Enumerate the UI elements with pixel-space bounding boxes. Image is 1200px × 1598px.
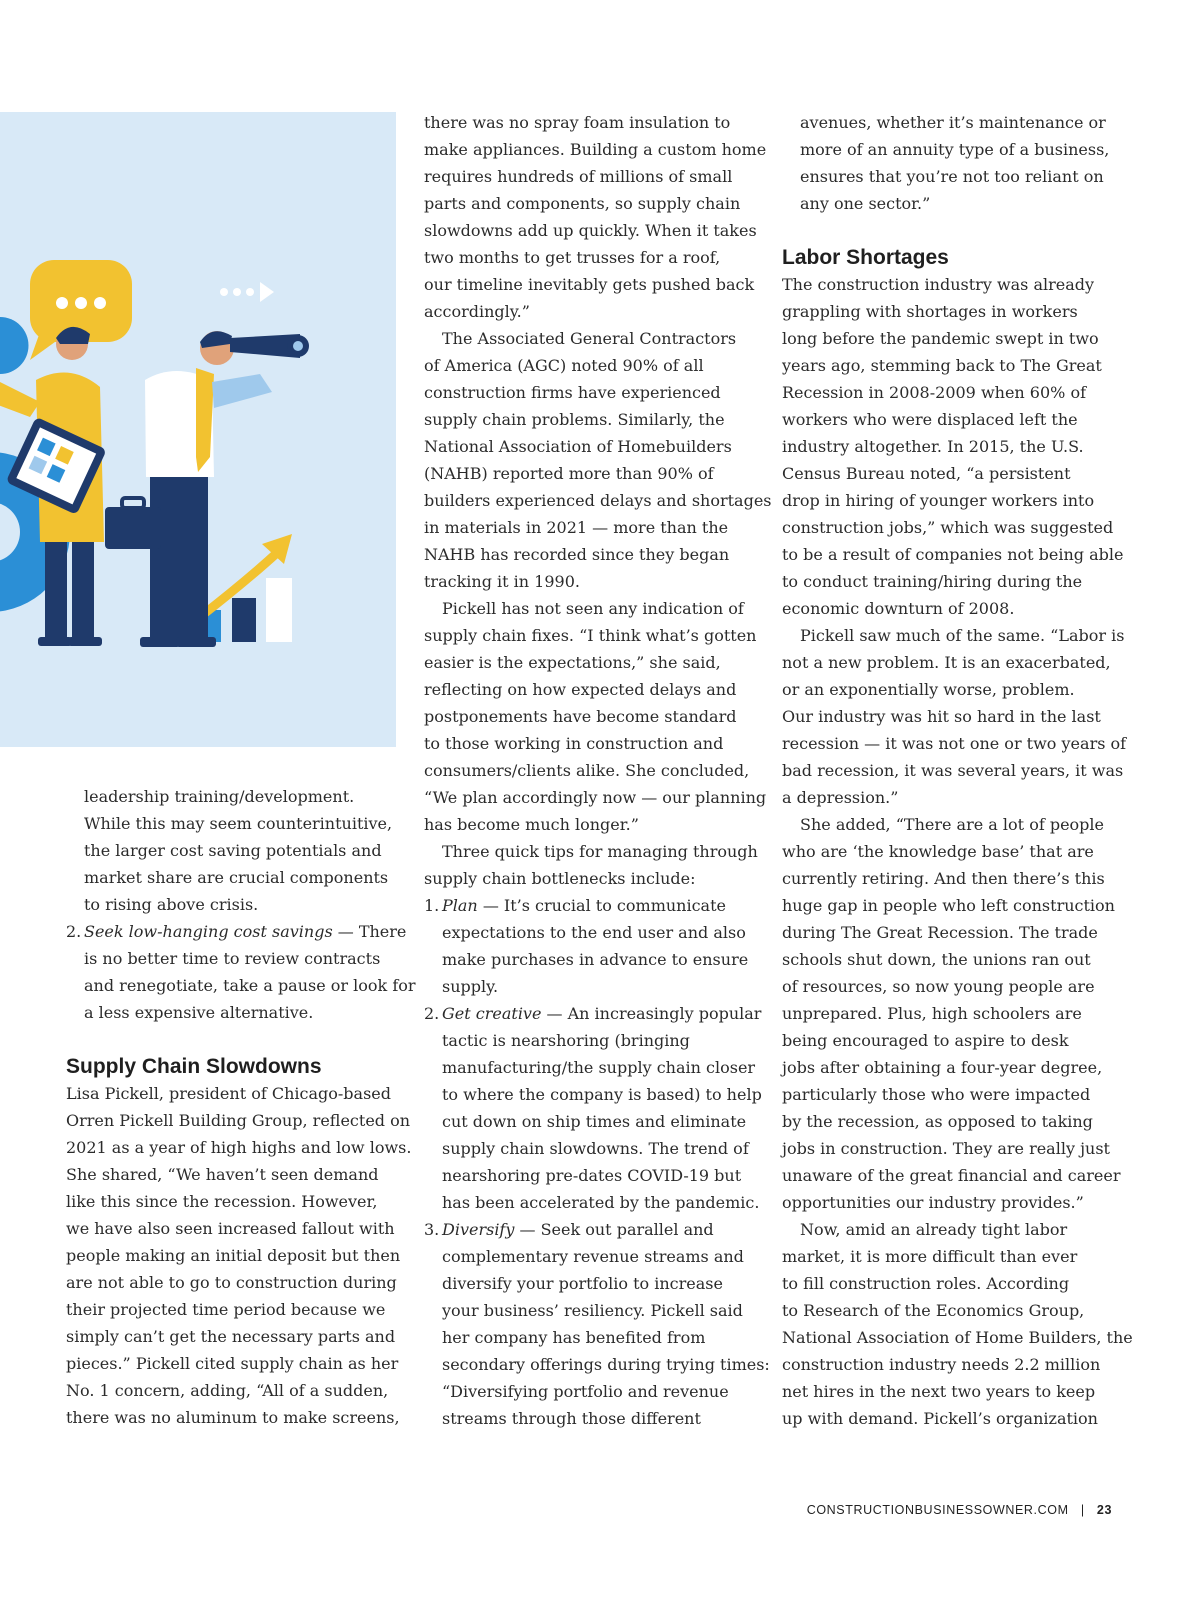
paragraph: there was no spray foam insulation to make appliances. Building a custom home requires hundreds of millions of small parts and components, so supply chain slowdowns add up quickly. When it takes two months to get trusses for a roof, our timeline inevitably gets pushed back accordingly.” [424, 113, 767, 321]
briefcase-icon [105, 507, 161, 549]
paragraph: She added, “There are a lot of people who are ‘the knowledge base’ that are currently retiring. And then there’s this huge gap in people who left construction during The Great Recession. The trade schools shut down, the unions ran out of resources, so now young people are unprepared. Plus, high schoolers are being encouraged to aspire to desk jobs after obtaining a four-year degree, particularly those who were impacted by the recession, as opposed to taking jobs in construction. They are really just unaware of the great financial and career opportunities our industry provides.” [782, 815, 1121, 1212]
paragraph: Lisa Pickell, president of Chicago-based Orren Pickell Building Group, reflected on 2021 as a year of high highs and low lows. She shared, “We haven’t seen demand like this since the recession. However, we have also seen increased fallout with people making an initial deposit but then are not able to go to construction during their projected time period because we simply can’t get the necessary parts and pieces.” Pickell cited supply chain as her No. 1 concern, adding, “All of a sudden, there was no aluminum to make screens, [66, 1084, 412, 1427]
quote-continuation: avenues, whether it’s maintenance or more of an annuity type of a business, ensures that you’re not too reliant on any one sector.” [800, 113, 1110, 213]
paragraph: Now, amid an already tight labor market, it is more difficult than ever to fill construction roles. According to Research of the Economics Group, National Association of Home Builders, the construction industry needs 2.2 million net hires in the next two years to keep up with demand. Pickell’s organization [782, 1220, 1133, 1428]
section-heading-supply-chain: Supply Chain Slowdowns [66, 1055, 322, 1078]
footer-separator: | [1080, 1503, 1085, 1517]
pie-chart-icon [0, 317, 29, 374]
business-vision-illustration [0, 112, 396, 747]
column-2 [424, 109, 772, 1432]
paragraph: Pickell has not seen any indication of supply chain fixes. “I think what’s gotten easier is the expectations,” she said, reflecting on how expected delays and postponements have become standard to those working in construction and consumers/clients alike. She concluded, “We plan accordingly now — our planning has become much longer.” [424, 599, 767, 834]
illustration-panel [0, 112, 396, 747]
page-footer [807, 1503, 1112, 1517]
tip-3: 3. Diversify — Seek out parallel and complementary revenue streams and diversify your portfolio to increase your business’ resiliency. Pickell said her company has benefited from secondary offerings during trying times: “Diversifying portfolio and revenue streams through those different [424, 1220, 770, 1428]
list-item-1-continuation: leadership training/development. While this may seem counterintuitive, the larger cost saving potentials and market share are crucial components to rising above crisis. [84, 787, 393, 914]
paragraph: Pickell saw much of the same. “Labor is not a new problem. It is an exacerbated, or an exponentially worse, problem. Our industry was hit so hard in the last recession — it was not one or two years of bad recession, it was several years, it was a depression.” [782, 626, 1127, 807]
paragraph: The Associated General Contractors of America (AGC) noted 90% of all construction firms have experienced supply chain problems. Similarly, the National Association of Homebuilders (NAHB) reported more than 90% of builders experienced delays and shortages in materials in 2021 — more than the NAHB has recorded since they began tracking it in 1990. [424, 329, 772, 591]
tip-1: 1. Plan — It’s crucial to communicate expectations to the end user and also make purchases in advance to ensure supply. [424, 896, 749, 996]
tip-2: 2. Get creative — An increasingly popular tactic is nearshoring (bringing manufacturing/the supply chain closer to where the company is based) to help cut down on ship times and eliminate supply chain slowdowns. The trend of nearshoring pre-dates COVID-19 but has been accelerated by the pandemic. [424, 1004, 762, 1212]
bar-chart-icon [200, 534, 292, 642]
column-1 [66, 783, 416, 1431]
column-3 [782, 109, 1133, 1432]
section-heading-labor-shortages: Labor Shortages [782, 246, 949, 269]
page-number: 23 [1096, 1503, 1112, 1517]
paragraph: Three quick tips for managing through supply chain bottlenecks include: [424, 842, 758, 888]
list-item-2: 2. Seek low-hanging cost savings — There is no better time to review contracts and renegotiate, take a pause or look for a less expensive alternative. [66, 922, 416, 1022]
website-link[interactable]: CONSTRUCTIONBUSINESSOWNER.COM [806, 1503, 1069, 1517]
arrow-dots-icon [220, 282, 274, 302]
paragraph: The construction industry was already grappling with shortages in workers long before the pandemic swept in two years ago, stemming back to The Great Recession in 2008-2009 when 60% of workers who were displaced left the industry altogether. In 2015, the U.S. Census Bureau noted, “a persistent drop in hiring of younger workers into construction jobs,” which was suggested to be a result of companies not being able to conduct training/hiring during the economic downturn of 2008. [782, 275, 1124, 618]
